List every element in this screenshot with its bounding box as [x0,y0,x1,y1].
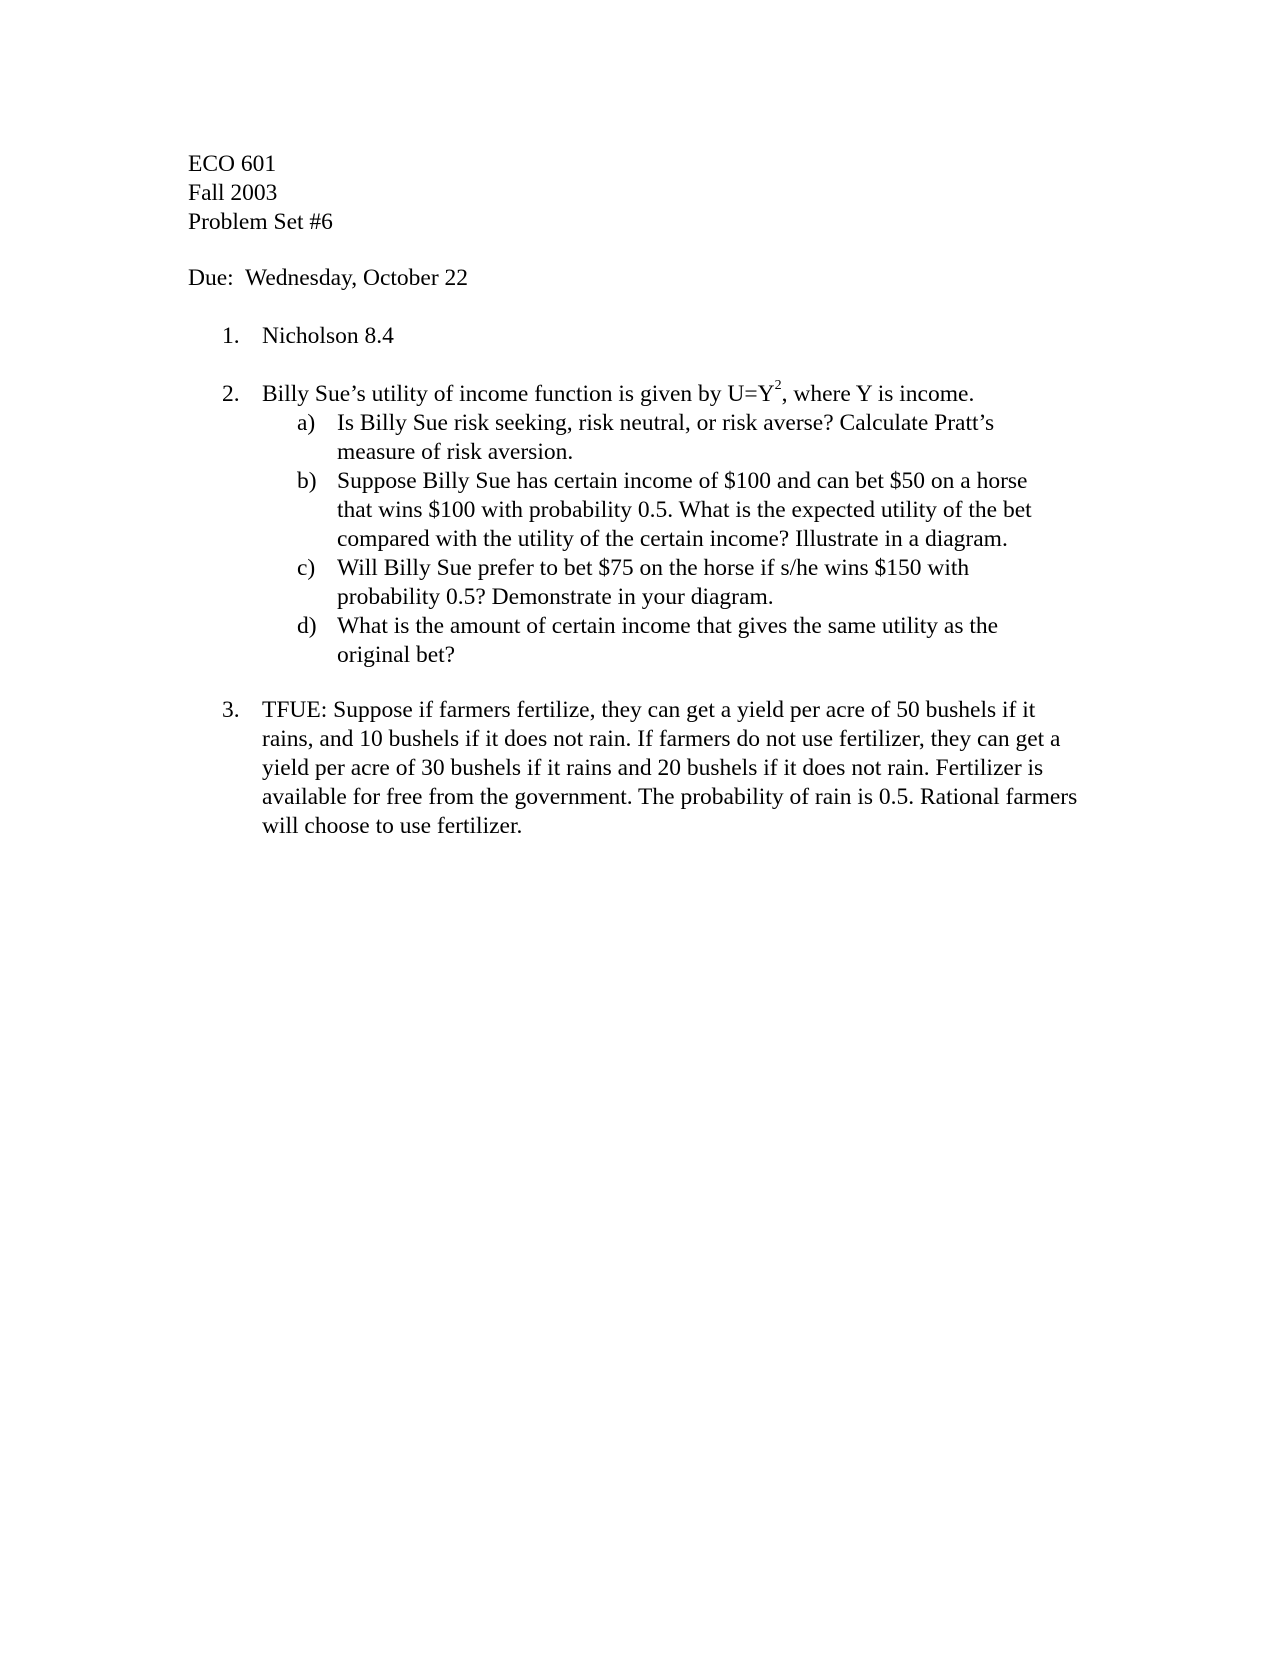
problem-body [262,380,1062,670]
problem-text: TFUE: Suppose if farmers fertilize, they can get a yield per acre of 50 bushels if it rains, and 10 bushels if it does not rain. If farmers do not use fertilizer, they can get a yield per acre of 30 bushels if it rains and 20 bushels if it does not rain. Fertilizer is available for free from the government. The probability of rain is 0.5. Rational farmers will choose to use fertilizer. [262,697,1078,839]
sub-question-d [297,612,1062,670]
sub-question-letter: b) [297,468,317,494]
sub-question-c [297,554,1062,612]
sub-question-letter: a) [297,410,316,436]
problem-text: Nicholson 8.4 [262,323,394,349]
term: Fall 2003 [188,180,278,206]
problem-number: 3. [222,697,240,723]
sub-question-b [297,467,1062,554]
due-date: Wednesday, October 22 [245,265,469,291]
problem-text-tail: , where Y is income. [781,381,975,407]
sub-question-text: What is the amount of certain income that gives the same utility as the original bet? [337,613,999,668]
due-label: Due: [188,265,234,291]
problem-text [262,380,1062,409]
sub-question-text: Is Billy Sue risk seeking, risk neutral, or risk averse? Calculate Pratt’s measure of risk aversion. [337,410,995,465]
due-line [188,264,468,293]
sub-question-a [297,409,1062,467]
problem-number: 1. [222,323,240,349]
problem-number: 2. [222,381,240,407]
course-code: ECO 601 [188,151,277,177]
document-header [188,150,333,237]
sub-question-text: Suppose Billy Sue has certain income of $100 and can bet $50 on a horse that wins $100 with probability 0.5. What is the expected utility of the bet compared with the utility of the certain income? Illustrate in a diagram. [337,468,1032,552]
problem-set-title: Problem Set #6 [188,209,333,235]
sub-question-letter: c) [297,555,316,581]
problem-text-lead: Billy Sue’s utility of income function is given by U=Y [262,381,775,407]
sub-question-letter: d) [297,613,317,639]
sub-question-text: Will Billy Sue prefer to bet $75 on the horse if s/he wins $150 with probability 0.5? Demonstrate in your diagram. [337,555,970,610]
exponent: 2 [774,378,782,394]
